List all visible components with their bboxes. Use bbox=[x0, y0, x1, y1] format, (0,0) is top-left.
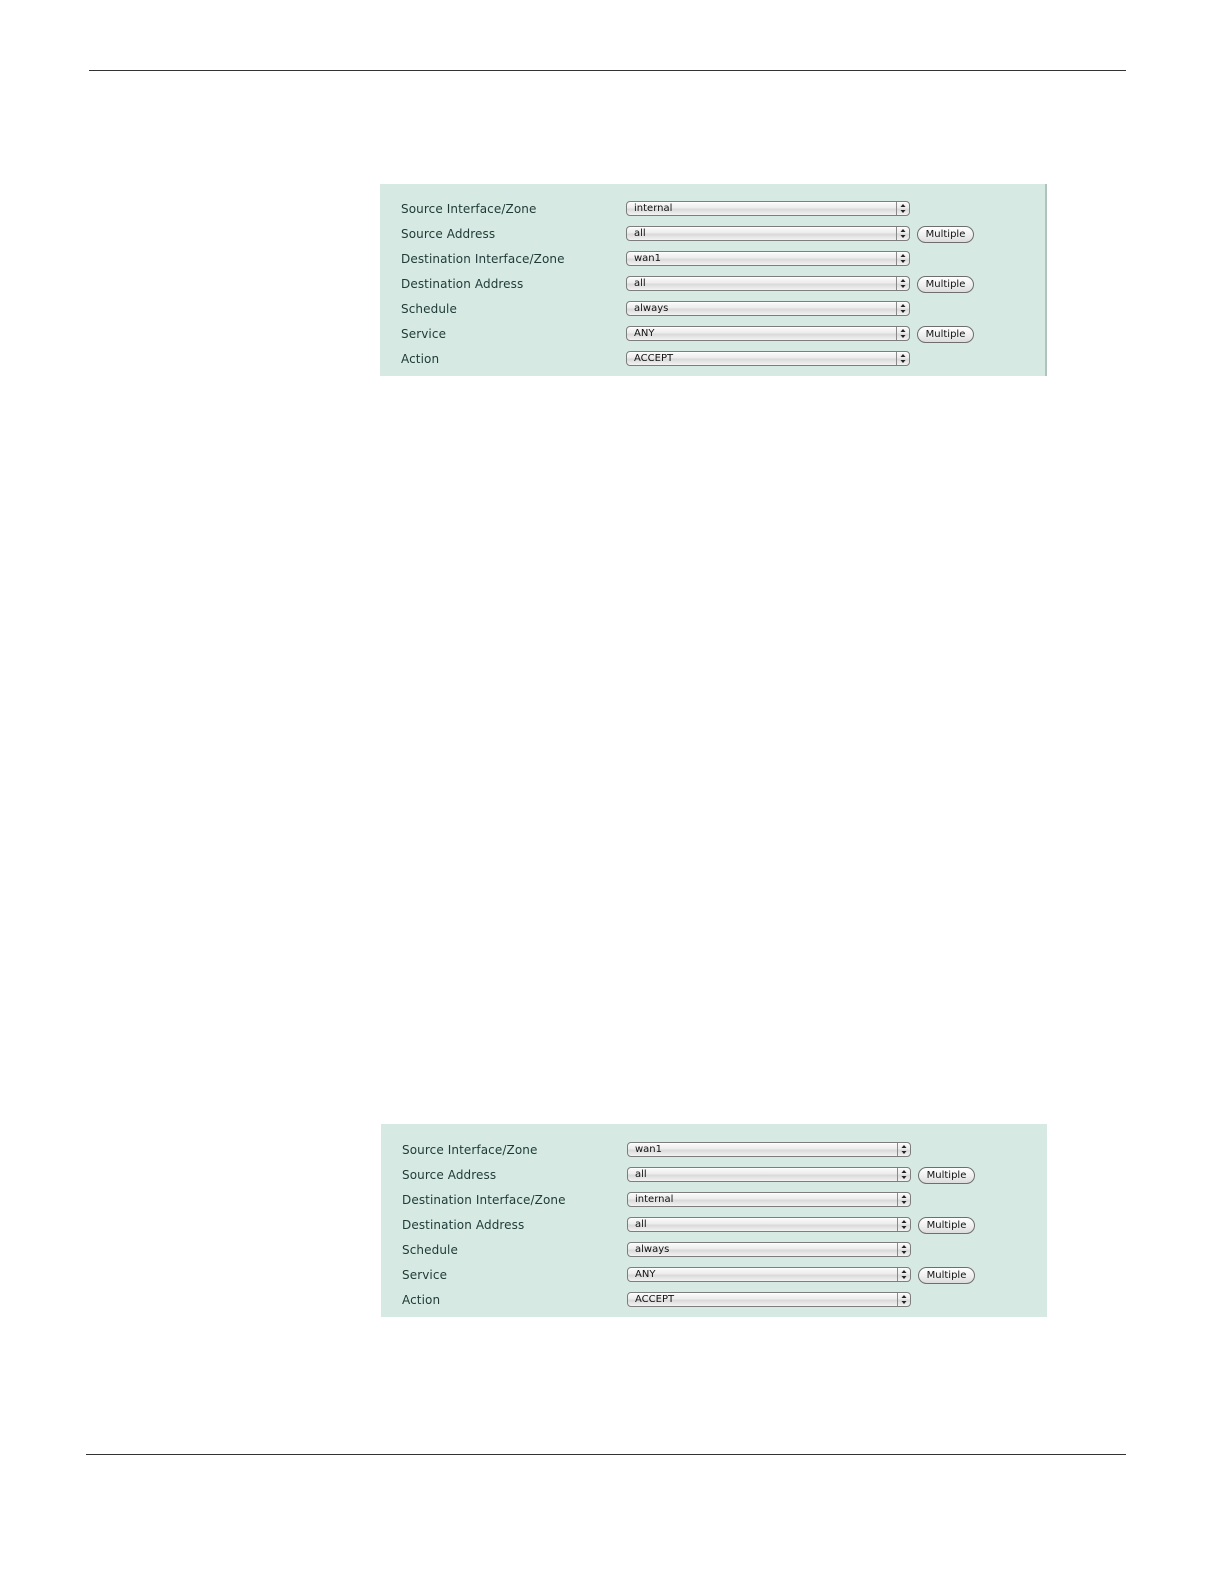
up-down-arrows-icon bbox=[896, 227, 909, 240]
up-down-arrows-icon bbox=[897, 1293, 910, 1306]
action-select[interactable] bbox=[627, 1292, 911, 1307]
up-down-arrows-icon bbox=[896, 202, 909, 215]
header-rule bbox=[89, 70, 1126, 71]
select-value: internal bbox=[635, 1194, 674, 1205]
up-down-arrows-icon bbox=[897, 1193, 910, 1206]
destination-address-select[interactable] bbox=[626, 276, 910, 291]
row-source-address bbox=[381, 1164, 1047, 1189]
row-destination-address bbox=[381, 1214, 1047, 1239]
up-down-arrows-icon bbox=[896, 252, 909, 265]
field-label: Destination Address bbox=[402, 1218, 525, 1232]
destination-address-multiple-button[interactable]: Multiple bbox=[917, 276, 974, 293]
field-label: Schedule bbox=[401, 302, 457, 316]
up-down-arrows-icon bbox=[897, 1143, 910, 1156]
destination-address-select[interactable] bbox=[627, 1217, 911, 1232]
select-value: ACCEPT bbox=[634, 353, 674, 364]
source-address-select[interactable] bbox=[626, 226, 910, 241]
row-action bbox=[381, 1289, 1047, 1314]
row-destination-address bbox=[380, 273, 1045, 298]
select-value: all bbox=[634, 278, 646, 289]
row-destination-interface bbox=[381, 1189, 1047, 1214]
up-down-arrows-icon bbox=[897, 1168, 910, 1181]
source-address-select[interactable] bbox=[627, 1167, 911, 1182]
up-down-arrows-icon bbox=[896, 302, 909, 315]
field-label: Destination Interface/Zone bbox=[401, 252, 565, 266]
row-action bbox=[380, 348, 1045, 373]
schedule-select[interactable] bbox=[627, 1242, 911, 1257]
field-label: Schedule bbox=[402, 1243, 458, 1257]
row-source-address bbox=[380, 223, 1045, 248]
source-address-multiple-button[interactable]: Multiple bbox=[917, 226, 974, 243]
row-service bbox=[380, 323, 1045, 348]
field-label: Source Address bbox=[401, 227, 496, 241]
destination-interface-select[interactable] bbox=[626, 251, 910, 266]
up-down-arrows-icon bbox=[896, 327, 909, 340]
field-label: Destination Interface/Zone bbox=[402, 1193, 566, 1207]
select-value: ANY bbox=[635, 1269, 656, 1280]
select-value: all bbox=[634, 228, 646, 239]
field-label: Source Interface/Zone bbox=[402, 1143, 538, 1157]
select-value: always bbox=[635, 1244, 670, 1255]
action-select[interactable] bbox=[626, 351, 910, 366]
field-label: Service bbox=[402, 1268, 448, 1282]
up-down-arrows-icon bbox=[896, 352, 909, 365]
service-multiple-button[interactable]: Multiple bbox=[918, 1267, 975, 1284]
schedule-select[interactable] bbox=[626, 301, 910, 316]
field-label: Source Interface/Zone bbox=[401, 202, 537, 216]
source-address-multiple-button[interactable]: Multiple bbox=[918, 1167, 975, 1184]
select-value: all bbox=[635, 1169, 647, 1180]
policy-form-incoming bbox=[381, 1124, 1047, 1317]
field-label: Service bbox=[401, 327, 447, 341]
select-value: internal bbox=[634, 203, 673, 214]
select-value: wan1 bbox=[634, 253, 662, 264]
row-schedule bbox=[381, 1239, 1047, 1264]
select-value: always bbox=[634, 303, 669, 314]
source-interface-select[interactable] bbox=[627, 1142, 911, 1157]
row-source-interface bbox=[381, 1139, 1047, 1164]
field-label: Action bbox=[401, 352, 440, 366]
up-down-arrows-icon bbox=[896, 277, 909, 290]
service-select[interactable] bbox=[627, 1267, 911, 1282]
select-value: all bbox=[635, 1219, 647, 1230]
row-schedule bbox=[380, 298, 1045, 323]
source-interface-select[interactable] bbox=[626, 201, 910, 216]
up-down-arrows-icon bbox=[897, 1243, 910, 1256]
destination-interface-select[interactable] bbox=[627, 1192, 911, 1207]
field-label: Destination Address bbox=[401, 277, 524, 291]
row-source-interface bbox=[380, 198, 1045, 223]
service-multiple-button[interactable]: Multiple bbox=[917, 326, 974, 343]
select-value: ANY bbox=[634, 328, 655, 339]
select-value: wan1 bbox=[635, 1144, 663, 1155]
service-select[interactable] bbox=[626, 326, 910, 341]
row-destination-interface bbox=[380, 248, 1045, 273]
up-down-arrows-icon bbox=[897, 1268, 910, 1281]
field-label: Action bbox=[402, 1293, 441, 1307]
select-value: ACCEPT bbox=[635, 1294, 675, 1305]
footer-rule bbox=[86, 1454, 1126, 1455]
destination-address-multiple-button[interactable]: Multiple bbox=[918, 1217, 975, 1234]
field-label: Source Address bbox=[402, 1168, 497, 1182]
up-down-arrows-icon bbox=[897, 1218, 910, 1231]
policy-form-outgoing bbox=[380, 184, 1047, 376]
row-service bbox=[381, 1264, 1047, 1289]
